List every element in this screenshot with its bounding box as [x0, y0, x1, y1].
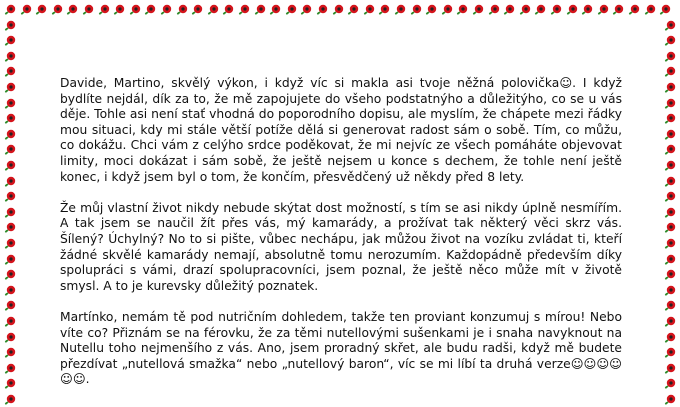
red-flower-icon	[612, 4, 624, 16]
red-flower-icon	[4, 378, 16, 390]
red-flower-icon	[4, 363, 16, 375]
red-flower-icon	[472, 4, 484, 16]
red-flower-icon	[4, 332, 16, 344]
red-flower-icon	[82, 4, 94, 16]
red-flower-icon	[664, 285, 676, 297]
red-flower-icon	[664, 347, 676, 359]
red-flower-icon	[664, 254, 676, 266]
red-flower-icon	[664, 144, 676, 156]
red-flower-icon	[347, 4, 359, 16]
letter-body	[60, 76, 622, 403]
red-flower-icon	[4, 191, 16, 203]
red-flower-icon	[4, 316, 16, 328]
red-flower-icon	[488, 4, 500, 16]
red-flower-icon	[597, 4, 609, 16]
red-flower-icon	[410, 4, 422, 16]
red-flower-icon	[160, 4, 172, 16]
red-flower-icon	[503, 4, 515, 16]
red-flower-icon	[664, 160, 676, 172]
paragraph-1: Davide, Martino, skvělý výkon, i když víc si makla asi tvoje něžná polovička☺. I když bydlíte nejdál, dík za to, že mě zapojujete do všeho podstatnýho a důležitýho, co se u vás děje. Tohle asi není stať vhodná do poporodního dopisu, ale myslím, že chápete mezi řádky mou situaci, kdy mi stále větší potíže dělá si generovat radost sám o sobě. Tím, co můžu, co dokážu. Chci vám z celýho srdce poděkovat, že mi nejvíc ze všech pomáháte objevovat limity, moci dokázat i sám sobě, že ještě nejsem u konce s dechem, že tohle není ještě konec, i když jsem byl o tom, že končím, přesvědčený už někdy před 8 lety.	[60, 76, 622, 184]
red-flower-icon	[4, 129, 16, 141]
paragraph-2: Že můj vlastní život nikdy nebude skýtat dost možností, s tím se asi nikdy úplně nesmířím. A tak jsem se naučil žít přes vás, mý kamarády, a prožívat tak některý věci skrz vás. Šílený? Úchylný? No to si pište, vůbec nechápu, jak můžou život na vozíku zvládat ti, kteří žádné skvělé kamarády nemají, absolutně tomu nerozumím. Každopádně především díky spolupráci s vámi, drazí spolupracovníci, jsem poznal, že ještě něco může mít v životě smysl. A to je kurevsky důležitý poznatek.	[60, 200, 622, 293]
red-flower-icon	[4, 66, 16, 78]
paragraph-3: Martínko, nemám tě pod nutričním dohledem, takže ten proviant konzumuj s mírou! Nebo víte co? Přiznám se na férovku, že za těmi nutellovými sušenkami je i snaha navyknout na Nutellu toho nejmenšího z vás. Ano, jsem proradný skřet, ale budu radši, když mě budete přezdívat „nutellová smažka“ nebo „nutellový baron“, víc se mi líbí ta druhá verze☺☺☺☺☺☺.	[60, 309, 622, 387]
red-flower-icon	[534, 4, 546, 16]
red-flower-icon	[664, 394, 676, 406]
red-flower-icon	[664, 66, 676, 78]
red-flower-icon	[664, 332, 676, 344]
red-flower-icon	[664, 98, 676, 110]
red-flower-icon	[664, 222, 676, 234]
red-flower-icon	[664, 207, 676, 219]
red-flower-icon	[566, 4, 578, 16]
red-flower-icon	[207, 4, 219, 16]
red-flower-icon	[628, 4, 640, 16]
red-flower-icon	[664, 113, 676, 125]
red-flower-icon	[4, 222, 16, 234]
red-flower-icon	[4, 394, 16, 406]
red-flower-icon	[664, 20, 676, 32]
red-flower-icon	[664, 129, 676, 141]
red-flower-icon	[664, 363, 676, 375]
red-flower-icon	[664, 378, 676, 390]
red-flower-icon	[659, 4, 671, 16]
red-flower-icon	[4, 98, 16, 110]
red-flower-icon	[363, 4, 375, 16]
red-flower-icon	[664, 82, 676, 94]
red-flower-icon	[66, 4, 78, 16]
red-flower-icon	[4, 300, 16, 312]
red-flower-icon	[4, 347, 16, 359]
red-flower-icon	[20, 4, 32, 16]
red-flower-icon	[4, 35, 16, 47]
red-flower-icon	[300, 4, 312, 16]
red-flower-icon	[176, 4, 188, 16]
red-flower-icon	[4, 4, 16, 16]
red-flower-icon	[269, 4, 281, 16]
red-flower-icon	[144, 4, 156, 16]
red-flower-icon	[664, 269, 676, 281]
red-flower-icon	[4, 51, 16, 63]
red-flower-icon	[316, 4, 328, 16]
red-flower-icon	[98, 4, 110, 16]
red-flower-icon	[664, 316, 676, 328]
red-flower-icon	[4, 238, 16, 250]
red-flower-icon	[191, 4, 203, 16]
red-flower-icon	[664, 35, 676, 47]
red-flower-icon	[664, 238, 676, 250]
red-flower-icon	[4, 176, 16, 188]
red-flower-icon	[425, 4, 437, 16]
red-flower-icon	[519, 4, 531, 16]
red-flower-icon	[51, 4, 63, 16]
red-flower-icon	[285, 4, 297, 16]
red-flower-icon	[644, 4, 656, 16]
red-flower-icon	[456, 4, 468, 16]
red-flower-icon	[4, 207, 16, 219]
red-flower-icon	[4, 285, 16, 297]
red-flower-icon	[222, 4, 234, 16]
red-flower-icon	[4, 20, 16, 32]
red-flower-icon	[550, 4, 562, 16]
red-flower-icon	[664, 300, 676, 312]
red-flower-icon	[254, 4, 266, 16]
red-flower-icon	[4, 160, 16, 172]
red-flower-icon	[4, 82, 16, 94]
red-flower-icon	[238, 4, 250, 16]
red-flower-icon	[4, 269, 16, 281]
red-flower-icon	[441, 4, 453, 16]
red-flower-icon	[4, 144, 16, 156]
red-flower-icon	[394, 4, 406, 16]
red-flower-icon	[4, 254, 16, 266]
red-flower-icon	[664, 176, 676, 188]
red-flower-icon	[35, 4, 47, 16]
red-flower-icon	[113, 4, 125, 16]
red-flower-icon	[664, 191, 676, 203]
red-flower-icon	[664, 51, 676, 63]
red-flower-icon	[4, 113, 16, 125]
red-flower-icon	[332, 4, 344, 16]
red-flower-icon	[581, 4, 593, 16]
red-flower-icon	[129, 4, 141, 16]
red-flower-icon	[378, 4, 390, 16]
